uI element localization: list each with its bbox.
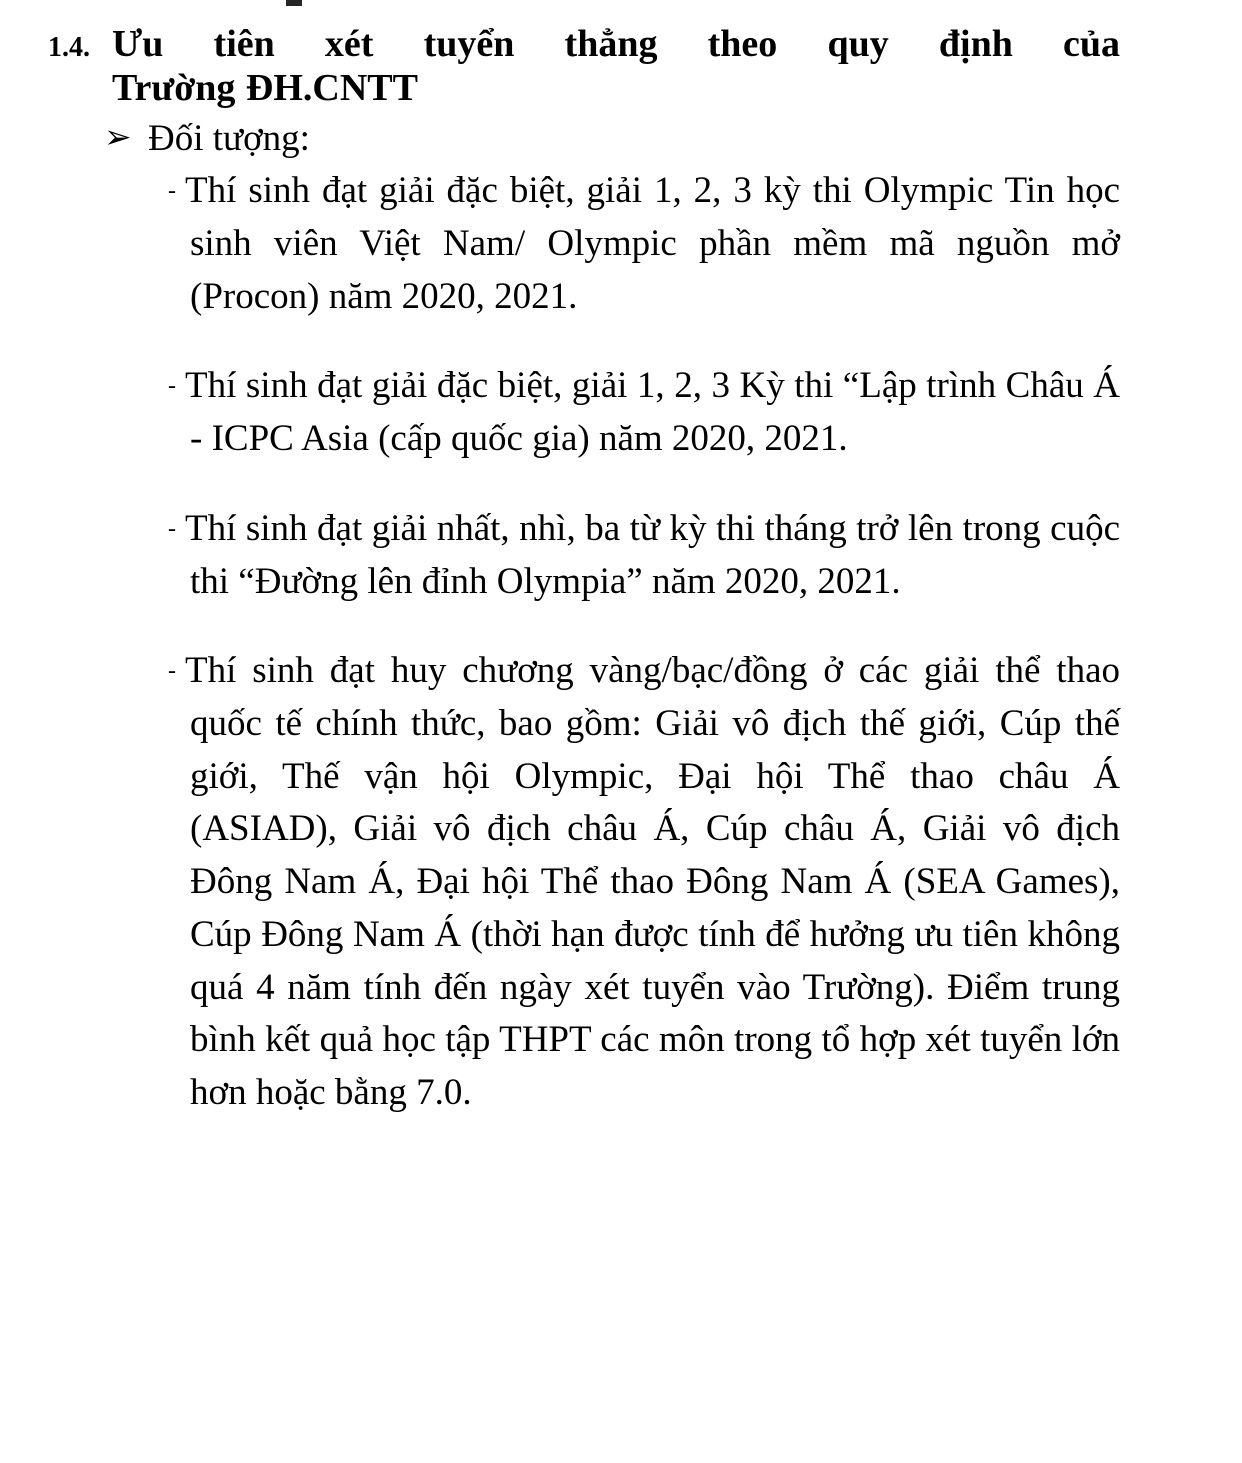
dash-bullet-icon: - [168, 515, 176, 542]
list-item [0, 503, 1242, 608]
arrow-bullet-label: Đối tượng: [148, 117, 310, 159]
list-item-text: Thí sinh đạt huy chương vàng/bạc/đồng ở các giải thể thao quốc tế chính thức, bao gồm: Giải vô địch thế giới, Cúp thế giới, Thế vận hội Olympic, Đại hội Thể thao châu Á (ASIAD), Giải vô địch châu Á, Cúp châu Á, Giải vô địch Đông Nam Á, Đại hội Thể thao Đông Nam Á (SEA Games), Cúp Đông Nam Á (thời hạn được tính để hưởng ưu tiên không quá 4 năm tính đến ngày xét tuyển vào Trường). Điểm trung bình kết quả học tập THPT các môn trong tổ hợp xét tuyển lớn hơn hoặc bằng 7.0. [185, 650, 1120, 1114]
list-item-text: Thí sinh đạt giải đặc biệt, giải 1, 2, 3 Kỳ thi “Lập trình Châu Á - ICPC Asia (cấp quốc gia) năm 2020, 2021. [185, 365, 1120, 460]
criteria-list [0, 165, 1242, 1120]
list-item [0, 645, 1242, 1119]
list-item-text: Thí sinh đạt giải nhất, nhì, ba từ kỳ thi tháng trở lên trong cuộc thi “Đường lên đỉnh Olympia” năm 2020, 2021. [185, 507, 1120, 602]
section-number: 1.4. [48, 32, 90, 63]
dash-bullet-icon: - [168, 373, 176, 400]
list-item [0, 165, 1242, 323]
list-item [0, 360, 1242, 465]
page-title [112, 22, 1120, 111]
page-title-line-2: Trường ĐH.CNTT [112, 67, 418, 110]
section-heading [0, 22, 1242, 111]
page-title-line-1: Ưu tiên xét tuyển thẳng theo quy định của [112, 23, 1120, 65]
dash-bullet-icon: - [168, 658, 176, 685]
arrow-bullet-icon: ➢ [104, 119, 132, 156]
list-item-doi-tuong [0, 117, 1242, 161]
list-item-text: Thí sinh đạt giải đặc biệt, giải 1, 2, 3 kỳ thi Olympic Tin học sinh viên Việt Nam/ Olympic phần mềm mã nguồn mở (Procon) năm 2020, 2021. [185, 170, 1120, 317]
dash-bullet-icon: - [168, 178, 176, 205]
